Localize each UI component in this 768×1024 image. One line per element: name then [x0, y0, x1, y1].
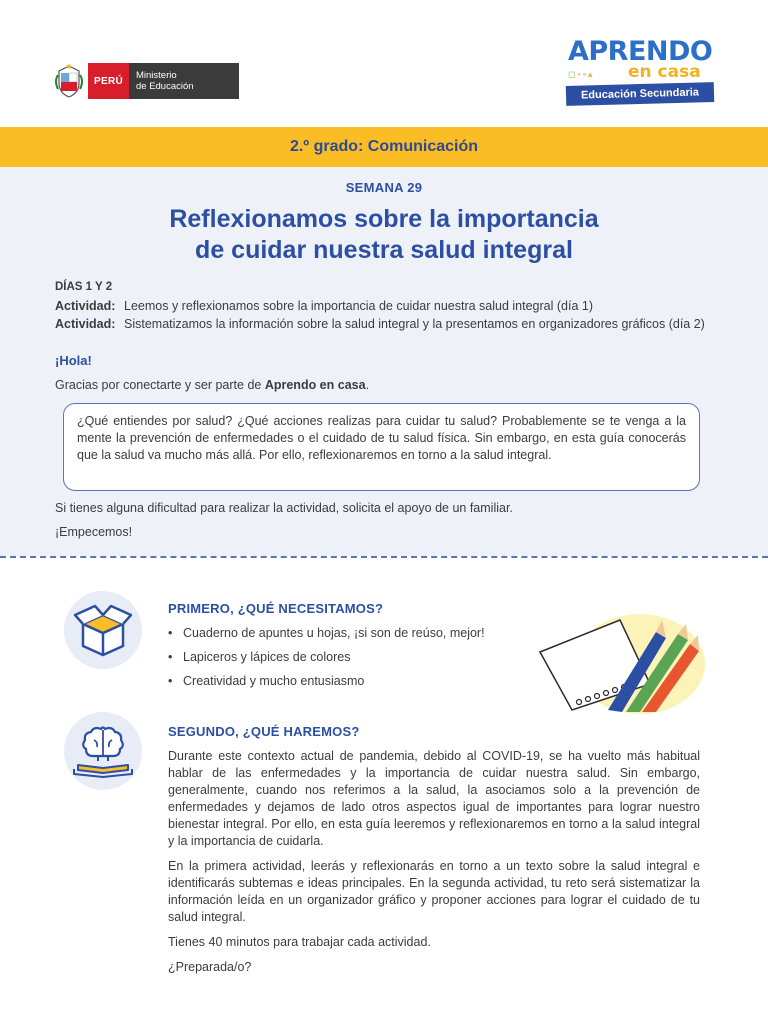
section2-paragraph-1: Durante este contexto actual de pandemia, debido al COVID-19, se ha vuelto más habitual hablar de las enfermedades y la importancia de cuidar nuestra salud. Sin embargo, generalmente, cuando nos referimos a la salud, la asociamos solo a la prevención de enfermedades y dejamos de lado otros aspectos igual de importantes para lograr nuestro bienestar integral. Por ello, en esta guía leeremos y reflexionaremos en torno a la salud integral y la importancia de cuidarla.: [168, 749, 700, 848]
activity-1-label: Actividad:: [55, 299, 116, 313]
thanks-text: [55, 378, 369, 392]
list-item: • Creatividad y mucho entusiasmo: [168, 674, 485, 698]
section2-paragraph-4: ¿Preparada/o?: [168, 960, 252, 974]
brand-subtitle: en casa: [628, 62, 701, 82]
page-header: [0, 0, 768, 127]
ministry-line-1: Ministerio: [135, 70, 177, 81]
materials-list: [168, 626, 485, 698]
box-icon: [64, 591, 142, 669]
thanks-prefix: Gracias por conectarte y ser parte de: [55, 378, 265, 392]
thanks-brand: Aprendo en casa: [264, 378, 366, 392]
start-note: ¡Empecemos!: [55, 525, 133, 539]
section-divider: [0, 556, 768, 558]
greeting: ¡Hola!: [55, 353, 92, 368]
section2-paragraph-2: En la primera actividad, leerás y reflexionarás en torno a un texto sobre la salud integral e identificarás subtemas e ideas principales. En la segunda actividad, tu reto será sistematizar la información leída en un organizador gráfico y proponer acciones para lograr el cuidado de tu salud integral.: [168, 859, 700, 924]
activity-1-text: Leemos y reflexionamos sobre la importancia de cuidar nuestra salud integral (día 1): [124, 299, 593, 313]
thanks-suffix: .: [365, 378, 370, 392]
government-logo: [54, 63, 239, 99]
grade-label: 2.º grado: Comunicación: [289, 138, 479, 155]
notebook-pencils-icon: [538, 604, 708, 714]
brand-title: APRENDO: [568, 36, 713, 67]
coat-of-arms-icon: [54, 63, 84, 99]
section1-title: PRIMERO, ¿QUÉ NECESITAMOS?: [168, 601, 384, 616]
title-line-1: Reflexionamos sobre la importancia: [169, 205, 599, 233]
peru-label: PERÚ: [88, 63, 129, 99]
list-item: • Cuaderno de apuntes u hojas, ¡si son de reúso, mejor!: [168, 626, 485, 650]
brand-dots-icon: ◻◦◦▴: [568, 69, 595, 79]
intro-section: [0, 167, 768, 556]
days-label: DÍAS 1 Y 2: [55, 281, 113, 293]
activity-2-label: Actividad:: [55, 317, 116, 331]
section2-paragraph-3: Tienes 40 minutos para trabajar cada actividad.: [168, 935, 431, 949]
page-title: [0, 204, 768, 266]
activity-1: [55, 298, 715, 314]
brand-ribbon: Educación Secundaria: [566, 82, 714, 106]
difficulty-note: Si tienes alguna dificultad para realizar la actividad, solicita el apoyo de un familiar.: [55, 501, 513, 515]
ministry-label: [129, 63, 239, 99]
week-label: SEMANA 29: [345, 180, 423, 195]
section2-icon-circle: [64, 712, 142, 790]
title-line-2: de cuidar nuestra salud integral: [195, 236, 573, 264]
section1-icon-circle: [64, 591, 142, 669]
question-box: ¿Qué entiendes por salud? ¿Qué acciones realizas para cuidar tu salud? Probablemente se te venga a la mente la prevención de enfermedades o el cuidado de tu salud física. Sin embargo, en esta guía conocerás que la salud va mucho más allá. Por ello, reflexionaremos en torno a la salud integral.: [63, 403, 700, 491]
activity-2: [55, 316, 715, 332]
grade-banner: [0, 127, 768, 167]
brain-book-icon: [64, 712, 142, 790]
activity-2-text: Sistematizamos la información sobre la salud integral y la presentamos en organizadores gráficos (día 2): [124, 317, 705, 331]
list-item: • Lapiceros y lápices de colores: [168, 650, 485, 674]
ministry-line-2: de Educación: [135, 81, 194, 92]
aprendo-en-casa-logo: [560, 36, 720, 106]
section2-title: SEGUNDO, ¿QUÉ HAREMOS?: [168, 724, 360, 739]
